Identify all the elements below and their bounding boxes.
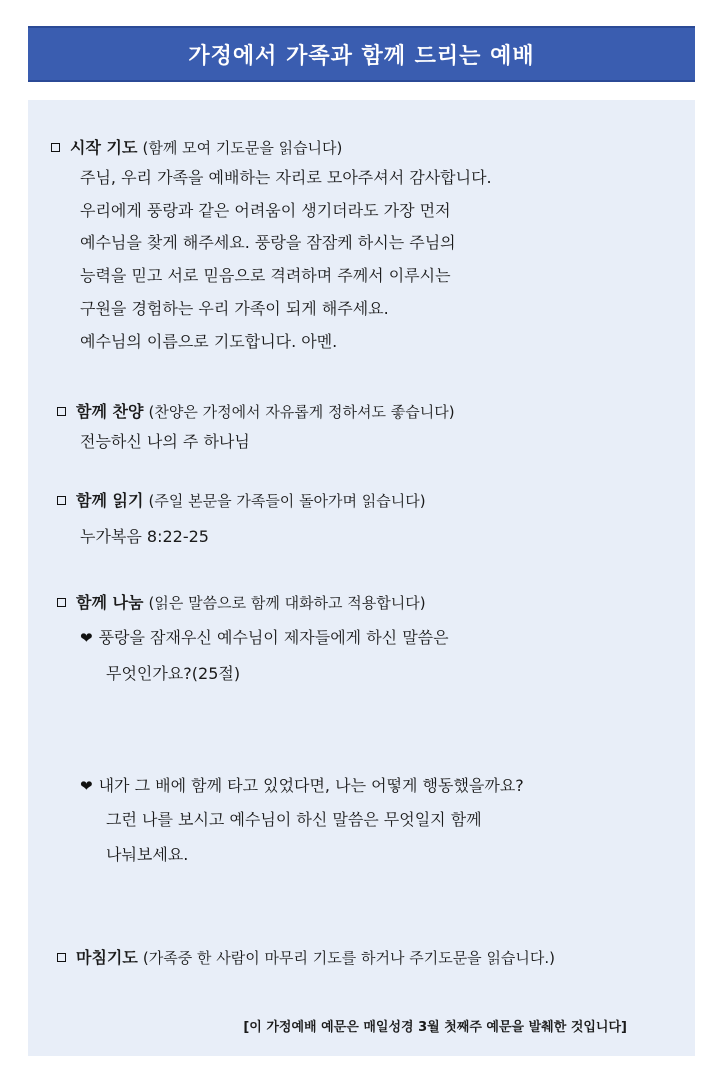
section-title: 함께 읽기 [76, 491, 144, 510]
prayer-line: 능력을 믿고 서로 믿음으로 격려하며 주께서 이루시는 [80, 266, 451, 285]
prayer-line: 우리에게 풍랑과 같은 어려움이 생기더라도 가장 먼저 [80, 201, 451, 220]
checkbox-square-icon [57, 598, 66, 607]
section-title: 함께 찬양 [76, 402, 144, 421]
question-line: 풍랑을 잠재우신 예수님이 제자들에게 하신 말씀은 [98, 628, 449, 647]
question-line: 그런 나를 보시고 예수님이 하신 말씀은 무엇일지 함께 [106, 810, 482, 829]
question-line: 나눠보세요. [106, 845, 189, 864]
section-closing-prayer-heading [57, 945, 555, 968]
question-line: 무엇인가요?(25절) [106, 664, 241, 683]
checkbox-square-icon [57, 953, 66, 962]
section-sharing-heading [57, 590, 426, 613]
section-title: 마침기도 [76, 948, 138, 967]
discussion-question [80, 625, 449, 648]
heart-icon: ❤ [80, 629, 93, 647]
source-note: [이 가정예배 예문은 매일성경 3월 첫째주 예문을 발췌한 것입니다] [243, 1020, 627, 1035]
section-note: (주일 본문을 가족들이 돌아가며 읽습니다) [148, 492, 426, 510]
discussion-question [80, 773, 524, 796]
prayer-line: 주님, 우리 가족을 예배하는 자리로 모아주셔서 감사합니다. [80, 168, 492, 187]
section-note: (읽은 말씀으로 함께 대화하고 적용합니다) [148, 594, 426, 612]
prayer-line: 예수님을 찾게 해주세요. 풍랑을 잠잠케 하시는 주님의 [80, 233, 456, 252]
section-reading-heading [57, 488, 426, 511]
question-line: 내가 그 배에 함께 타고 있었다면, 나는 어떻게 행동했을까요? [98, 776, 524, 795]
prayer-line: 구원을 경험하는 우리 가족이 되게 해주세요. [80, 299, 389, 318]
section-title: 시작 기도 [70, 138, 138, 157]
section-opening-prayer-heading [51, 135, 342, 158]
section-note: (찬양은 가정에서 자유롭게 정하셔도 좋습니다) [148, 403, 455, 421]
heart-icon: ❤ [80, 777, 93, 795]
checkbox-square-icon [51, 143, 60, 152]
prayer-line: 예수님의 이름으로 기도합니다. 아멘. [80, 332, 338, 351]
section-note: (가족중 한 사람이 마무리 기도를 하거나 주기도문을 읽습니다.) [142, 949, 556, 967]
checkbox-square-icon [57, 496, 66, 505]
section-title: 함께 나눔 [76, 593, 144, 612]
checkbox-square-icon [57, 407, 66, 416]
page-title: 가정에서 가족과 함께 드리는 예배 [188, 43, 535, 69]
section-hymn-heading [57, 399, 455, 422]
scripture-passage: 누가복음 8:22-25 [80, 527, 209, 546]
section-note: (함께 모여 기도문을 읽습니다) [142, 139, 343, 157]
title-banner [28, 26, 695, 82]
hymn-song: 전능하신 나의 주 하나님 [80, 432, 250, 451]
